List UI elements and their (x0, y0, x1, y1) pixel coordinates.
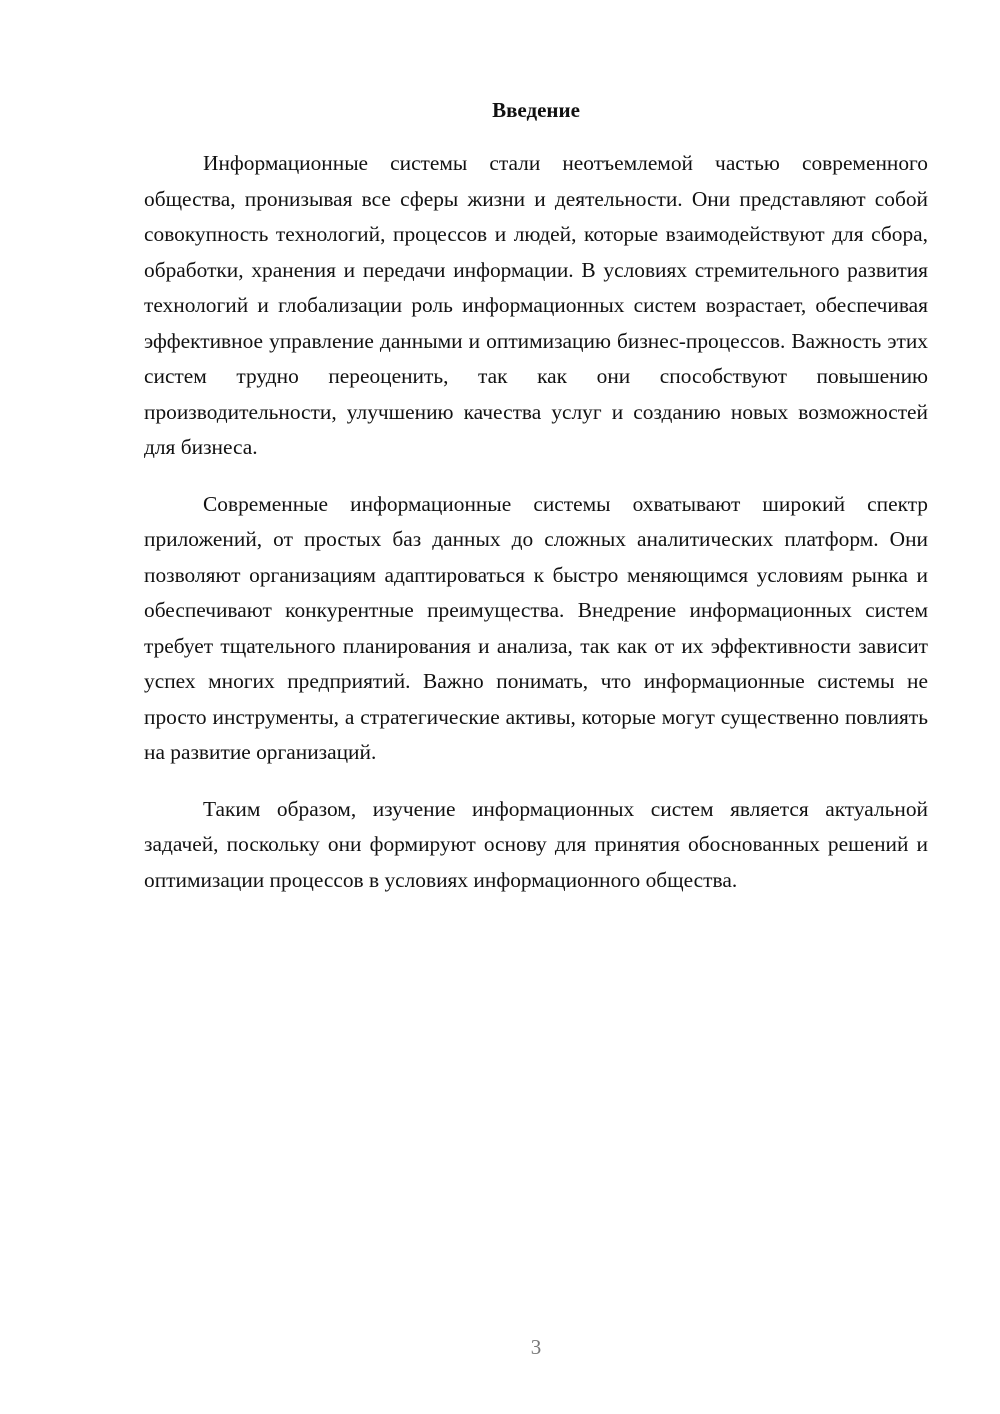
section-heading: Введение (492, 98, 580, 122)
page-number: 3 (530, 1335, 542, 1359)
paragraph-3: Таким образом, изучение информационных систем является актуальной задачей, поскольку они формируют основу для принятия обоснованных решений и оптимизации процессов в условиях информационного общества. (144, 796, 928, 892)
page-content (144, 96, 928, 919)
paragraph-2: Современные информационные системы охватывают широкий спектр приложений, от простых баз данных до сложных аналитических платформ. Они позволяют организациям адаптироваться к быстро меняющимся условиям рынка и обеспечивают конкурентные преимущества. Внедрение информационных систем требует тщательного планирования и анализа, так как от их эффективности зависит успех многих предприятий. Важно понимать, что информационные системы не просто инструменты, а стратегические активы, которые могут существенно повлиять на развитие организаций. (144, 491, 928, 764)
paragraph-1: Информационные системы стали неотъемлемой частью современного общества, пронизывая все сферы жизни и деятельности. Они представляют собой совокупность технологий, процессов и людей, которые взаимодействуют для сбора, обработки, хранения и передачи информации. В условиях стремительного развития технологий и глобализации роль информационных систем возрастает, обеспечивая эффективное управление данными и оптимизацию бизнес-процессов. Важность этих систем трудно переоценить, так как они способствуют повышению производительности, улучшению качества услуг и созданию новых возможностей для бизнеса. (144, 151, 928, 459)
